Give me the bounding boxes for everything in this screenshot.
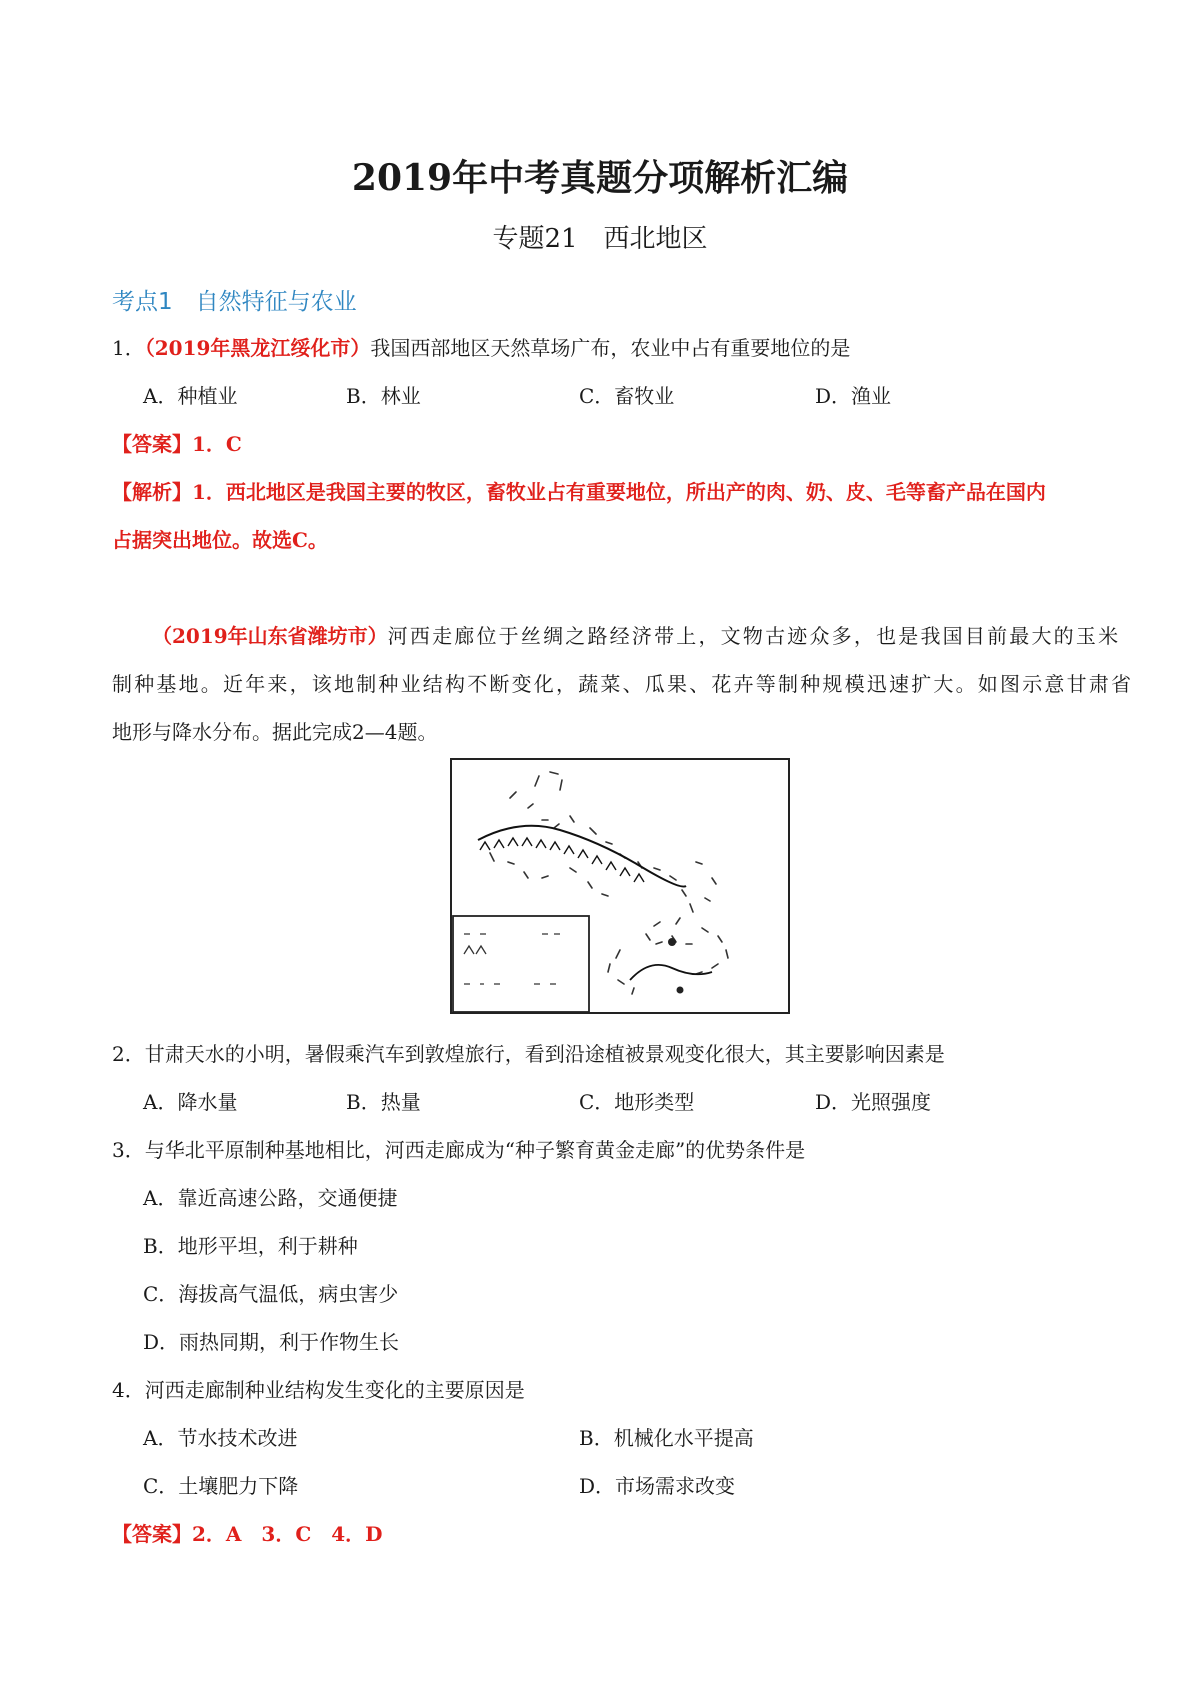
q1-option-d: D．渔业 — [815, 384, 892, 408]
q3-option-c: C．海拔高气温低，病虫害少 — [143, 1282, 399, 1306]
section-label: 考点1 自然特征与农业 — [112, 289, 357, 315]
question-3: 3．与华北平原制种基地相比，河西走廊成为“种子繁育黄金走廊”的优势条件是 — [112, 1138, 806, 1162]
q2-option-c: C．地形类型 — [579, 1090, 695, 1114]
final-answer — [112, 1518, 383, 1547]
passage-source: （2019年山东省潍坊市） — [152, 624, 388, 648]
q4-option-c: C．土壤肥力下降 — [143, 1474, 299, 1498]
analysis-text: 1．西北地区是我国主要的牧区，畜牧业占有重要地位，所出产的肉、奶、皮、毛等畜产品在国内 — [192, 480, 1046, 504]
city-marker — [668, 938, 676, 946]
q1-option-c: C．畜牧业 — [579, 384, 675, 408]
answer-text: 2．A 3．C 4．D — [192, 1522, 383, 1546]
answer-tag: 【答案】 — [112, 432, 192, 456]
passage-line-2: 制种基地。近年来，该地制种业结构不断变化，蔬菜、瓜果、花卉等制种规模迅速扩大。如图示意甘肃省 — [112, 672, 1134, 696]
question-source: （2019年黑龙江绥化市） — [144, 336, 371, 360]
q1-answer — [112, 428, 242, 457]
city-marker-south — [677, 987, 684, 994]
question-1 — [112, 332, 850, 361]
page-subtitle: 专题21 西北地区 — [492, 224, 708, 254]
q1-option-b: B．林业 — [346, 384, 421, 408]
question-2: 2．甘肃天水的小明，暑假乘汽车到敦煌旅行，看到沿途植被景观变化很大，其主要影响因素是 — [112, 1042, 945, 1066]
passage-line-3: 地形与降水分布。据此完成2—4题。 — [112, 720, 438, 744]
q1-option-a: A．种植业 — [143, 384, 238, 408]
q2-option-a: A．降水量 — [143, 1090, 238, 1114]
question-number: 1． — [112, 336, 145, 360]
analysis-tag: 【解析】 — [112, 480, 192, 504]
gansu-terrain-map — [450, 758, 790, 1014]
q4-option-a: A．节水技术改进 — [143, 1426, 298, 1450]
q4-option-b: B．机械化水平提高 — [579, 1426, 754, 1450]
q1-analysis-line1 — [112, 476, 1046, 505]
passage-text: 河西走廊位于丝绸之路经济带上，文物古迹众多，也是我国目前最大的玉米 — [387, 624, 1121, 648]
q3-option-a: A．靠近高速公路，交通便捷 — [143, 1186, 398, 1210]
q2-option-b: B．热量 — [346, 1090, 421, 1114]
passage-line-1 — [152, 620, 1120, 649]
inset-map-frame — [453, 916, 589, 1012]
answer-text: 1．C — [192, 432, 242, 456]
question-4: 4．河西走廊制种业结构发生变化的主要原因是 — [112, 1378, 525, 1402]
q4-option-d: D．市场需求改变 — [579, 1474, 736, 1498]
q1-analysis-line2: 占据突出地位。故选C。 — [112, 528, 328, 552]
question-stem: 我国西部地区天然草场广布，农业中占有重要地位的是 — [370, 336, 851, 360]
q3-option-b: B．地形平坦，利于耕种 — [143, 1234, 358, 1258]
answer-tag: 【答案】 — [112, 1522, 192, 1546]
q2-option-d: D．光照强度 — [815, 1090, 932, 1114]
page-title: 2019年中考真题分项解析汇编 — [351, 157, 849, 199]
q3-option-d: D．雨热同期，利于作物生长 — [143, 1330, 400, 1354]
